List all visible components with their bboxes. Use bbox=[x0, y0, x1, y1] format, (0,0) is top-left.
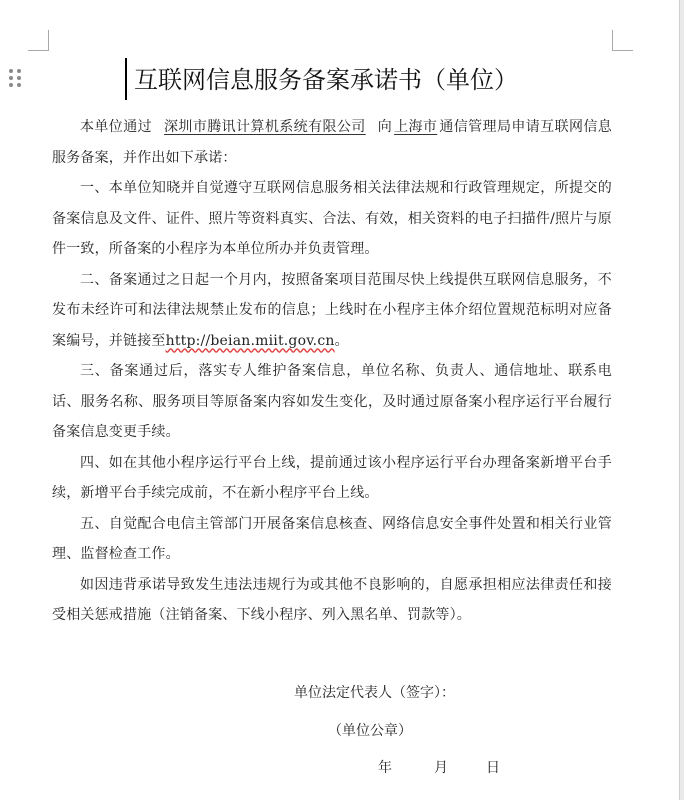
paragraph-intro[interactable] bbox=[52, 112, 612, 173]
date-year-label: 年 bbox=[378, 760, 392, 776]
company-name-field[interactable]: 深圳市腾讯计算机系统有限公司 bbox=[164, 119, 366, 135]
beian-link[interactable]: http://beian.miit.gov.cn bbox=[165, 332, 335, 349]
paragraph-commitment-3[interactable]: 三、备案通过后，落实专人维护备案信息，单位名称、负责人、通信地址、联系电话、服务名称、服务项目等原备案内容如发生变化，及时通过原备案小程序运行平台履行备案信息变更手续。 bbox=[52, 363, 612, 440]
paragraph-commitment-2[interactable] bbox=[52, 265, 612, 357]
date-month-label: 月 bbox=[434, 760, 448, 776]
legal-representative-signature[interactable]: 单位法定代表人（签字）： bbox=[294, 685, 455, 701]
intro-text-pre: 本单位通过 bbox=[80, 119, 153, 135]
commitment-2-end: 。 bbox=[334, 332, 349, 349]
region-field[interactable]: 上海市 bbox=[394, 119, 438, 135]
page-corner-mark-top-right bbox=[612, 30, 633, 51]
page-corner-mark-top-left bbox=[28, 30, 49, 51]
paragraph-commitment-5[interactable]: 五、自觉配合电信主管部门开展备案信息核查、网络信息安全事件处置和相关行业管理、监督检查工作。 bbox=[52, 515, 612, 562]
organization-seal[interactable]: （单位公章） bbox=[328, 723, 412, 739]
date-day-label: 日 bbox=[486, 760, 500, 776]
document-body[interactable] bbox=[52, 112, 612, 631]
paragraph-commitment-1[interactable]: 一、本单位知晓并自觉遵守互联网信息服务相关法律法规和行政管理规定，所提交的备案信息及文件、证件、照片等资料真实、合法、有效，相关资料的电子扫描件/照片与原件一致，所备案的小程序为本单位所办并负责管理。 bbox=[52, 180, 612, 257]
commitment-2-text: 二、备案通过之日起一个月内，按照备案项目范围尽快上线提供互联网信息服务，不发布未经许可和法律法规禁止发布的信息；上线时在小程序主体介绍位置规范标明对应备案编号，并链接至 bbox=[52, 271, 612, 349]
paragraph-commitment-4[interactable]: 四、如在其他小程序运行平台上线，提前通过该小程序运行平台办理备案新增平台手续，新增平台手续完成前，不在新小程序平台上线。 bbox=[52, 454, 612, 501]
intro-text-post: 通信管理局申请互联网信息服务备案，并作出如下承诺： bbox=[52, 119, 612, 166]
signature-date[interactable] bbox=[378, 757, 500, 777]
document-title[interactable]: 互联网信息服务备案承诺书（单位） bbox=[134, 66, 518, 94]
paragraph-liability[interactable]: 如因违背承诺导致发生违法违规行为或其他不良影响的，自愿承担相应法律责任和接受相关惩戒措施（注销备案、下线小程序、列入黑名单、罚款等）。 bbox=[52, 576, 612, 623]
intro-text-mid: 向 bbox=[377, 119, 393, 135]
